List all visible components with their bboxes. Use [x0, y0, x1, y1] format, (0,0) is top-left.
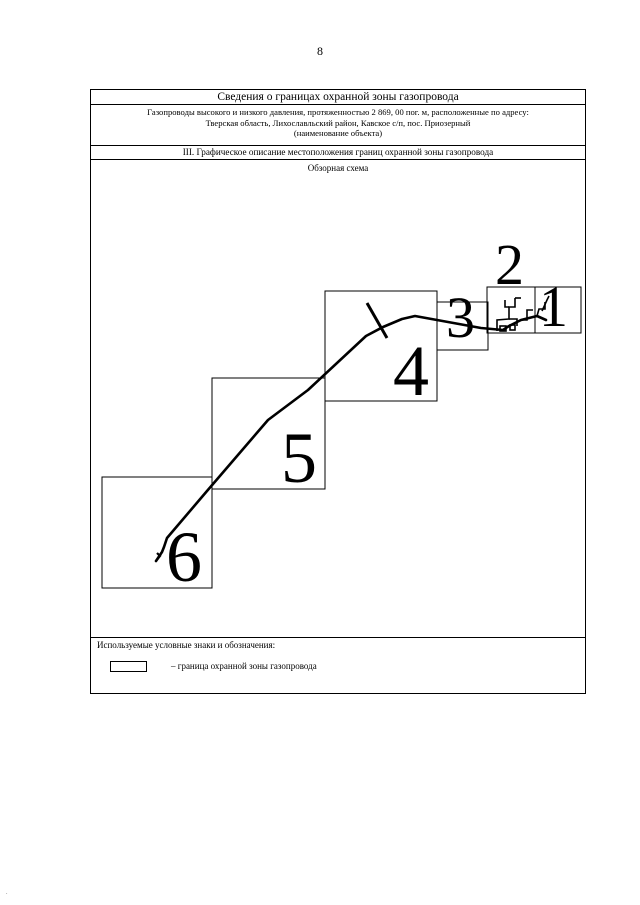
gas-pipeline-form	[90, 89, 586, 694]
page-number: 8	[317, 44, 323, 58]
object-line-1: Газопроводы высокого и низкого давления, протяженностью 2 869, 00 пог. м, расположенные по адресу:	[147, 107, 529, 117]
sheet-label-2: 2	[495, 232, 524, 297]
object-description	[91, 105, 585, 146]
overview-map	[91, 160, 585, 637]
legend	[91, 637, 585, 693]
pipeline-tail	[156, 553, 160, 561]
sheet-label-5: 5	[281, 418, 317, 498]
legend-item-label: – граница охранной зоны газопровода	[171, 661, 317, 671]
sheet-label-3: 3	[446, 285, 475, 350]
object-caption: (наименование объекта)	[293, 128, 383, 138]
scheme-title: Обзорная схема	[307, 163, 369, 173]
sheet-label-6: 6	[166, 517, 202, 597]
form-title: Сведения о границах охранной зоны газопровода	[91, 90, 585, 105]
object-line-2: Тверская область, Лихославльский район, Кавское с/п, пос. Приозерный	[205, 117, 471, 128]
zone-boundary-symbol	[110, 661, 147, 672]
scan-mark: .	[6, 890, 8, 896]
sheet-label-4: 4	[393, 331, 429, 411]
pipeline-route	[156, 316, 546, 561]
sheet-label-1: 1	[539, 274, 568, 339]
legend-heading: Используемые условные знаки и обозначения:	[97, 640, 276, 650]
section-title: III. Графическое описание местоположения границ охранной зоны газопровода	[91, 146, 585, 160]
